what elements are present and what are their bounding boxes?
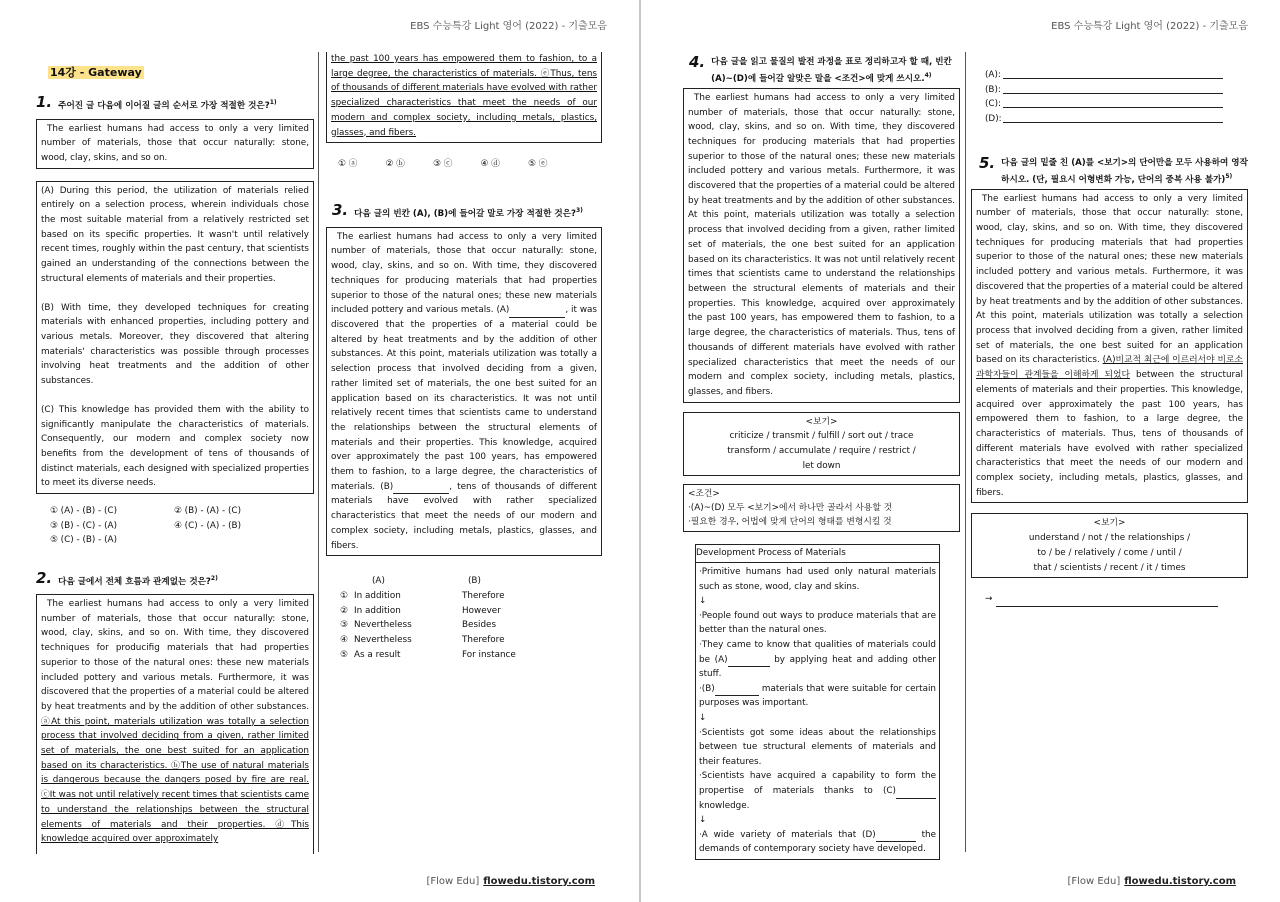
blank-a [728,666,770,667]
choice-row[interactable]: ③ Nevertheless Besides [340,620,497,631]
left-column [36,66,314,854]
page-footer: [Flow Edu] flowedu.tistory.com [1067,876,1236,887]
footer-link[interactable]: flowedu.tistory.com [1124,876,1236,887]
q1-intro-box: The earliest humans had access to only a very limited number of materials, those that occur naturally: stone, wood, clay, skins, and so on. [36,119,314,169]
q5-answer-line [985,592,1248,607]
footer-link[interactable]: flowedu.tistory.com [483,876,595,887]
q1-paragraph-a: (A) During this period, the utilization of materials relied entirely on a selection process, wherein individuals chose the most suitable material from a relatively restricted set based on its specific properties. It wasn't until relatively recent times, roughly within the past century, that scientists gained an understanding of the connections between the structural elements of materials and their properties. [41,185,309,284]
choice[interactable]: ① (A) - (B) - (C) [50,506,118,517]
blank-d [876,841,916,842]
choice[interactable]: ① ⓐ [338,159,358,170]
table-step: ·People found out ways to produce materials that are better than the natural ones. [699,610,936,636]
q1-choices [50,504,314,548]
page-header: EBS 수능특강 Light 영어 (2022) - 기출모음 [1051,21,1248,32]
choice-row[interactable]: ⑤ As a result For instance [340,649,516,660]
page-header: EBS 수능특강 Light 영어 (2022) - 기출모음 [410,21,607,32]
answer-field-c[interactable] [1003,97,1223,108]
q4-condition-box: <조건> ·(A)~(D) 모두 <보기>에서 하나만 골라서 사용할 것 ·필요한 경우, 어법에 맞게 단어의 형태를 변형시킬 것 [683,484,960,532]
right-column [326,52,602,662]
choice[interactable]: ② (B) - (A) - (C) [174,506,242,517]
q5-bogi-box: <보기> understand / not / the relationships / to / be / relatively / come / until / that / scientists / recent / it / times [971,513,1248,578]
answer-field-b[interactable] [1003,83,1223,94]
q2-passage-box [36,594,314,854]
choice-row[interactable]: ④ Nevertheless Therefore [340,635,505,646]
column-divider [965,52,966,852]
table-step: ·Primitive humans had used only natural materials such as stone, wood, clay and skins. [699,567,936,592]
choice[interactable]: ④ (C) - (A) - (B) [174,520,242,531]
q1-title: 1. 주어진 글 다음에 이어질 글의 순서로 가장 적절한 것은?$^{1)}$ [36,92,277,111]
answer-field[interactable] [996,597,1218,607]
choice[interactable]: ② ⓑ [385,159,405,170]
left-page [0,0,639,902]
right-column [971,68,1248,607]
section-title: 14강 - Gateway [50,66,142,79]
answer-field-a[interactable] [1003,68,1223,79]
arrow-down-icon: ↓ [699,815,707,826]
q2-passage-continued: the past 100 years has empowered them to fashion, to a large degree, the characteristics of materials. ⓔThus, tens of thousands of different materials have evolved with rather specialized characteristics that meet the needs of our modern and complex society, including metals, plastics, glasses, and fibers. [326,52,602,143]
q2-passage-underlined: ⓐAt this point, materials utilization was totally a selection process that involved deciding from a given, rather limited set of materials, the one best suited for an application based on its characteristics. ⓑThe use of natural materials is dangerous because the dangers posed by fire are real. ⓒIt was not until relatively recent times that scientists came to understand the relationships between the structural elements of materials and their properties. ⓓThis knowledge acquired over approximately [41,716,309,845]
answer-field-d[interactable] [1003,112,1223,123]
q4-passage-box: The earliest humans had access to only a very limited number of materials, those that occur naturally: stone, wood, clay, skins, and so on. With time, they discovered techniques for producing materials that had properties superior to those of the natural ones; these new materials included pottery and various metals. Furthermore, it was discovered that the properties of a material could be altered by heat treatments and by the addition of other substances. At this point, materials utilization was totally a selection process that involved deciding from a given, rather limited set of materials, the one best suited for an application based on its characteristics. It was not until relatively recent times that scientists came to understand the relationships between the structural elements of materials and their properties. This knowledge, acquired over approximately the past 100 years, has empowered them to fashion, to a large degree, the characteristics of materials. Thus, tens of thousands of different materials have evolved with rather specialized characteristics that meet the needs of our modern and complex society, including metals, plastics, glasses, and fibers. [683,88,960,403]
column-divider [318,52,319,852]
q5-underlined-target: (A)비교적 최근에 이르러서야 비로소 과학자들이 관계들을 이해하게 되었다 [976,355,1243,381]
q4-bogi-box: <보기> criticize / transmit / fulfill / sort out / trace transform / accumulate / require / restrict / let down [683,412,960,477]
table-step: ·They came to know that qualities of materials could be (A) by applying heat and adding other stuff. [699,640,936,680]
left-column [683,53,960,860]
blank-a [509,317,565,318]
q1-paragraph-box [36,181,314,494]
arrow-down-icon: ↓ [699,712,707,723]
choice[interactable]: ③ ⓒ [432,159,453,170]
choice[interactable]: ④ ⓓ [480,159,500,170]
q4-answer-lines: (A): (B): (C): (D): [985,68,1248,127]
q3-choices: (A) (B) ① In addition Therefore ② In addition However ③ Nevertheless Besides ④ Nevertheless Therefore ⑤ As a result For instance [340,574,602,662]
table-step: ·A wide variety of materials that (D) the demands of contemporary society have developed. [699,829,937,855]
arrow-down-icon: ↓ [699,596,707,607]
q3-passage-box: The earliest humans had access to only a very limited number of materials, those that occur naturally: stone, wood, clay, skins, and so on. With time, they discovered techniques for producing materials that had properties superior to those of the natural ones; these new materials included pottery and various metals. (A) , it was discovered that the properties of a material could be altered by heat treatments and by the addition of other substances. At this point, materials utilization was totally a selection process that involved deciding from a given, rather limited set of materials, the one best suited for an application based on its characteristics. It was not until relatively recent times that scientists came to understand the relationships between the structural elements of materials and their properties. This knowledge, acquired over approximately the past 100 years, has empowered them to fashion, to a large degree, the characteristics of materials. (B) , tens of thousands of different materials have evolved with rather specialized characteristics that meet the needs of our modern and complex society, including metals, plastics, glasses, and fibers. [326,227,602,556]
right-page [641,0,1280,902]
table-title: Development Process of Materials [696,545,939,563]
table-step: ·Scientists got some ideas about the relationships between tue structural elements of materials and their features. [699,727,936,767]
q4-process-table [695,544,940,859]
q5-title: 5. 다음 글의 밑줄 친 (A)를 <보기>의 단어만을 모두 사용하여 영작하시오. (단, 필요시 어형변화 가능, 단어의 중복 사용 불가)$^{5)}$ [979,153,1248,185]
blank-b [393,493,449,494]
blank-b [715,695,759,696]
q3-title: 3. 다음 글의 빈칸 (A), (B)에 들어갈 말로 가장 적절한 것은?$^{3)}$ [332,200,583,219]
q1-paragraph-c: (C) This knowledge has provided them with the ability to significantly manipulate the characteristics of materials. Consequently, our modern and complex society now benefits from the development of tens of thousands of distinct materials, each designed with specialized properties to meet its diverse needs. [41,404,309,489]
choice-row[interactable]: ① In addition Therefore [340,590,505,601]
table-step: ·(B) materials that were suitable for certain purposes was important. [699,683,937,709]
q2-passage-p1: The earliest humans had access to only a very limited number of materials, those that occur naturally: stone, wood, clay, skins, and so on. With time, they discovered techniques for producifig materials that had properties superior to those of the natural ones: these new materials included pottery and various metals. Furthermore, it was discovered that the properties of a material could be altered by heat treatments and by the addition of other substances. [41,599,309,712]
page-footer: [Flow Edu] flowedu.tistory.com [426,876,595,887]
q4-title: 4. 다음 글을 읽고 물질의 발전 과정을 표로 정리하고자 할 때, 빈칸 (A)~(D)에 들어갈 알맞은 말을 <조건>에 맞게 쓰시오.$^{4)}$ [689,53,952,84]
arrow-right-icon: → [985,594,993,605]
q2-title: 2. 다음 글에서 전체 흐름과 관계없는 것은?$^{2)}$ [36,569,218,588]
q2-choices [338,157,602,172]
q5-passage-box: The earliest humans had access to only a very limited number of materials, those that occur naturally: stone, wood, clay, skins, and so on. With time, they discovered techniques for producing materials that had properties superior to those of the natural ones; these new materials included pottery and various metals. Furthermore, it was discovered that the properties of a material could be altered by heat treatments and by the addition of other substances. At this point, materials utilization was totally a selection process that involved deciding from a given, rather limited set of materials, the one best suited for an application based on its characteristics. (A)비교적 최근에 이르러서야 비로소 과학자들이 관계들을 이해하게 되었다 between the structural elements of materials and their properties. This knowledge, acquired over approximately the past 100 years, has empowered them to fashion, to a large degree, the characteristics of materials. Thus, tens of thousands of different materials have evolved with rather specialized characteristics that meet the needs of our modern and complex society, including metals, plastics, glasses, and fibers. [971,189,1248,504]
q1-paragraph-b: (B) With time, they developed techniques for creating materials with enhanced properties, including pottery and various metals. Moreover, they discovered that altering materials' characteristics was possible through processes involving heat treatments and the addition of other substances. [41,302,309,387]
choice[interactable]: ⑤ (C) - (B) - (A) [50,535,118,546]
table-step: ·Scientists have acquired a capability to form the propertise of materials thanks to (C) knowledge. [699,771,936,811]
choice-row[interactable]: ② In addition However [340,605,501,616]
choice[interactable]: ③ (B) - (C) - (A) [50,520,118,531]
blank-c [896,798,936,799]
choice[interactable]: ⑤ ⓔ [527,159,548,170]
